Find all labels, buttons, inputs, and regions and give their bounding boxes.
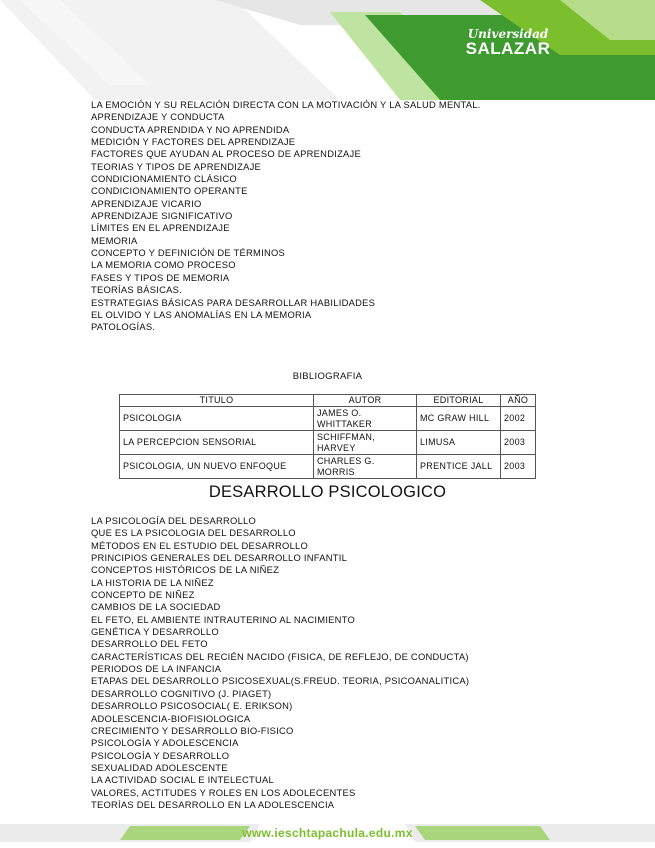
cell-titulo: PSICOLOGIA [120, 407, 314, 431]
list-item: ADOLESCENCIA-BIOFISIOLOGICA [91, 712, 251, 724]
list-item: EL FETO, EL AMBIENTE INTRAUTERINO AL NACIMIENTO [91, 613, 356, 625]
list-item: DESARROLLO DEL FETO [91, 638, 208, 650]
cell-titulo: LA PERCEPCION SENSORIAL [120, 431, 314, 455]
cell-autor: SCHIFFMAN, HARVEY [314, 431, 417, 455]
list-item: CONDICIONAMIENTO OPERANTE [91, 185, 248, 197]
header-titulo: TITULO [120, 395, 314, 407]
list-item: APRENDIZAJE SIGNIFICATIVO [91, 210, 233, 222]
table-row [120, 431, 536, 455]
list-item: CONDUCTA APRENDIDA Y NO APRENDIDA [91, 123, 290, 135]
cell-autor: JAMES O. WHITTAKER [314, 407, 417, 431]
list-item: SEXUALIDAD ADOLESCENTE [91, 761, 228, 773]
list-item: LA EMOCIÓN Y SU RELACIÓN DIRECTA CON LA MOTIVACIÓN Y LA SALUD MENTAL. [91, 99, 481, 110]
list-item: TEORÍAS DEL DESARROLLO EN LA ADOLESCENCIA [91, 798, 335, 810]
header-editorial: EDITORIAL [417, 395, 501, 407]
list-item: CONCEPTO Y DEFINICIÓN DE TÉRMINOS [91, 247, 286, 259]
cell-titulo: PSICOLOGIA, UN NUEVO ENFOQUE [120, 455, 314, 479]
header-anio: AÑO [501, 395, 536, 407]
list-item: LÍMITES EN EL APRENDIZAJE [91, 222, 230, 234]
website-link[interactable]: www.ieschtapachula.edu.mx [242, 826, 413, 840]
list-item: APRENDIZAJE Y CONDUCTA [91, 111, 225, 123]
list-item: PSICOLOGÍA Y DESARROLLO [91, 749, 230, 761]
list-item: VALORES, ACTITUDES Y ROLES EN LOS ADOLECENTES [91, 786, 356, 798]
list-item: PSICOLOGÍA Y ADOLESCENCIA [91, 737, 239, 749]
topics-list-1 [91, 99, 481, 334]
cell-anio: 2003 [501, 431, 536, 455]
list-item: LA PSICOLOGÍA DEL DESARROLLO [91, 515, 257, 526]
list-item: CONDICIONAMIENTO CLÁSICO [91, 173, 237, 185]
list-item: CARACTERÍSTICAS DEL RECIÉN NACIDO (FISICA, DE REFLEJO, DE CONDUCTA) [91, 650, 469, 662]
logo-script-text: Universidad [467, 27, 549, 41]
list-item: FASES Y TIPOS DE MEMORIA [91, 271, 230, 283]
cell-anio: 2003 [501, 455, 536, 479]
list-item: LA MEMORIA COMO PROCESO [91, 259, 236, 271]
header-autor: AUTOR [314, 395, 417, 407]
logo-name-text: SALAZAR [465, 39, 551, 58]
list-item: TEORIAS Y TIPOS DE APRENDIZAJE [91, 160, 262, 172]
list-item: QUE ES LA PSICOLOGIA DEL DESARROLLO [91, 527, 296, 539]
cell-anio: 2002 [501, 407, 536, 431]
list-item: MEMORIA [91, 234, 138, 246]
list-item: GENÉTICA Y DESARROLLO [91, 626, 219, 638]
list-item: DESARROLLO PSICOSOCIAL( E. ERIKSON) [91, 700, 293, 712]
section-heading: DESARROLLO PSICOLOGICO [208, 483, 447, 501]
list-item: CRECIMIENTO Y DESARROLLO BIO-FISICO [91, 724, 294, 736]
list-item: FACTORES QUE AYUDAN AL PROCESO DE APRENDIZAJE [91, 148, 361, 160]
table-row [120, 455, 536, 479]
bibliography-title: BIBLIOGRAFIA [292, 371, 363, 382]
cell-autor: CHARLES G. MORRIS [314, 455, 417, 479]
list-item: CONCEPTO DE NIÑEZ [91, 589, 195, 601]
cell-editorial: LIMUSA [417, 431, 501, 455]
list-item: APRENDIZAJE VICARIO [91, 197, 202, 209]
list-item: DESARROLLO COGNITIVO (J. PIAGET) [91, 687, 272, 699]
list-item: PRINCIPIOS GENERALES DEL DESARROLLO INFANTIL [91, 552, 348, 564]
university-logo [452, 28, 564, 58]
list-item: CAMBIOS DE LA SOCIEDAD [91, 601, 221, 613]
list-item: PATOLOGÍAS. [91, 321, 156, 333]
list-item: MEDICIÓN Y FACTORES DEL APRENDIZAJE [91, 136, 296, 148]
cell-editorial: MC GRAW HILL [417, 407, 501, 431]
list-item: LA ACTIVIDAD SOCIAL E INTELECTUAL [91, 774, 274, 786]
list-item: LA HISTORIA DE LA NIÑEZ [91, 576, 214, 588]
list-item: CONCEPTOS HISTÓRICOS DE LA NIÑEZ [91, 564, 280, 576]
cell-editorial: PRENTICE JALL [417, 455, 501, 479]
bibliography-table [119, 394, 536, 479]
list-item: ESTRATEGIAS BÁSICAS PARA DESARROLLAR HABILIDADES [91, 296, 376, 308]
list-item: ETAPAS DEL DESARROLLO PSICOSEXUAL(S.FREUD. TEORIA, PSICOANALITICA) [91, 675, 470, 687]
table-header-row [120, 395, 536, 407]
list-item: MÉTODOS EN EL ESTUDIO DEL DESARROLLO [91, 539, 309, 551]
list-item: PERIODOS DE LA INFANCIA [91, 663, 222, 675]
table-row [120, 407, 536, 431]
list-item: TEORÍAS BÁSICAS. [91, 284, 183, 296]
list-item: EL OLVIDO Y LAS ANOMALÍAS EN LA MEMORIA [91, 308, 312, 320]
topics-list-2 [91, 515, 469, 811]
